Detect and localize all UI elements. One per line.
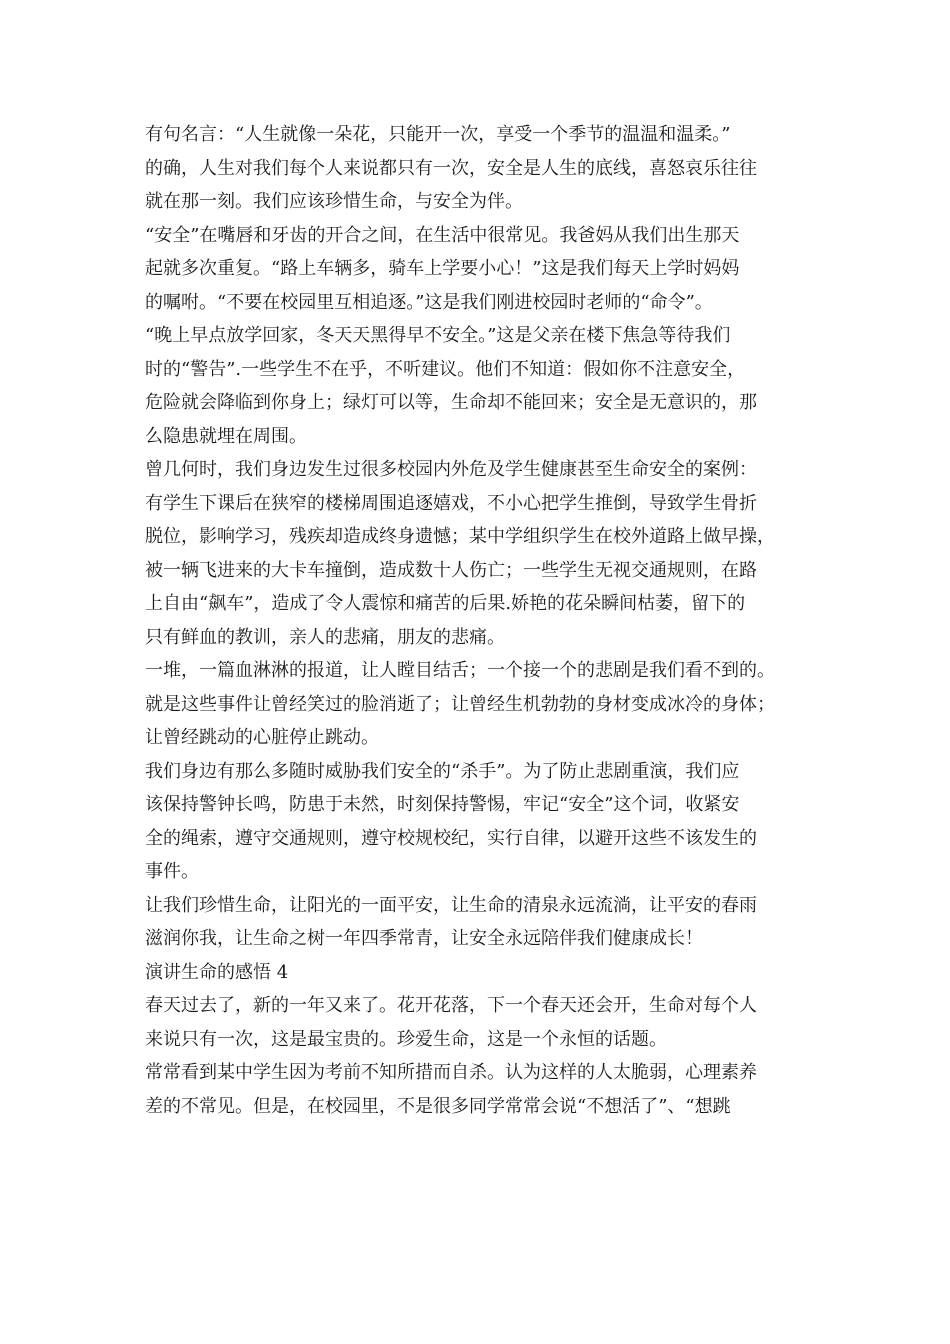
text-line: 让我们珍惜生命，让阳光的一面平安，让生命的清泉永远流淌，让平安的春雨 [145,894,757,916]
text-line: 么隐患就埋在周围。 [145,425,307,447]
text-line: 来说只有一次，这是最宝贵的。珍爱生命，这是一个永恒的话题。 [145,1028,667,1050]
text-line: 春天过去了，新的一年又来了。花开花落，下一个春天还会开，生命对每个人 [145,995,757,1016]
text-line: 就是这些事件让曾经笑过的脸消逝了；让曾经生机勃勃的身材变成冰冷的身体； [145,693,775,715]
text-line: “安全”在嘴唇和牙齿的开合之间，在生活中很常见。我爸妈从我们出生那天 [145,224,740,246]
text-line: 曾几何时，我们身边发生过很多校园内外危及学生健康甚至生命安全的案例： [145,459,757,480]
text-line: 该保持警钟长鸣，防患于未然，时刻保持警惕，牢记“安全”这个词，收紧安 [145,794,740,815]
text-line: 只有鲜血的教训，亲人的悲痛，朋友的悲痛。 [145,626,505,648]
text-line: 有学生下课后在狭窄的楼梯周围追逐嬉戏，不小心把学生推倒，导致学生骨折 [145,492,757,514]
text-line: 就在那一刻。我们应该珍惜生命，与安全为伴。 [145,191,523,212]
text-line: 起就多次重复。“路上车辆多，骑车上学要小心！”这是我们每天上学时妈妈 [145,258,740,279]
section-heading: 演讲生命的感悟 4 [145,961,289,983]
document-body [145,118,810,1123]
text-line: 脱位，影响学习，残疾却造成终身遗憾；某中学组织学生在校外道路上做早操， [145,526,775,547]
text-line: 上自由“飙车”，造成了令人震惊和痛苦的后果.娇艳的花朵瞬间枯萎，留下的 [145,593,746,614]
text-line: “晚上早点放学回家，冬天天黑得早不安全。”这是父亲在楼下焦急等待我们 [145,325,731,346]
text-line: 差的不常见。但是，在校园里，不是很多同学常常会说“不想活了”、“想跳 [145,1095,731,1117]
text-line: 常常看到某中学生因为考前不知所措而自杀。认为这样的人太脆弱，心理素养 [145,1062,757,1083]
text-line: 被一辆飞进来的大卡车撞倒，造成数十人伤亡；一些学生无视交通规则，在路 [145,559,757,581]
text-line: 有句名言：“人生就像一朵花，只能开一次，享受一个季节的温温和温柔。” [145,124,731,145]
text-line: 的确，人生对我们每个人来说都只有一次，安全是人生的底线，喜怒哀乐往往 [145,157,757,179]
text-line: 滋润你我，让生命之树一年四季常青，让安全永远陪伴我们健康成长！ [145,928,703,949]
text-line: 时的“警告”.一些学生不在乎，不听建议。他们不知道：假如你不注意安全， [145,358,746,380]
text-line: 的嘱咐。“不要在校园里互相追逐。”这是我们刚进校园时老师的“命令”。 [145,291,713,313]
text-line: 危险就会降临到你身上；绿灯可以等，生命却不能回来；安全是无意识的，那 [145,392,757,413]
text-line: 我们身边有那么多随时威胁我们安全的“杀手”。为了防止悲剧重演，我们应 [145,760,740,782]
text-line: 一堆，一篇血淋淋的报道，让人瞠目结舌；一个接一个的悲剧是我们看不到的。 [145,660,775,681]
text-line: 让曾经跳动的心脏停止跳动。 [145,727,379,748]
text-line: 全的绳索，遵守交通规则，遵守校规校纪，实行自律，以避开这些不该发生的 [145,827,757,849]
text-line: 事件。 [145,861,199,882]
